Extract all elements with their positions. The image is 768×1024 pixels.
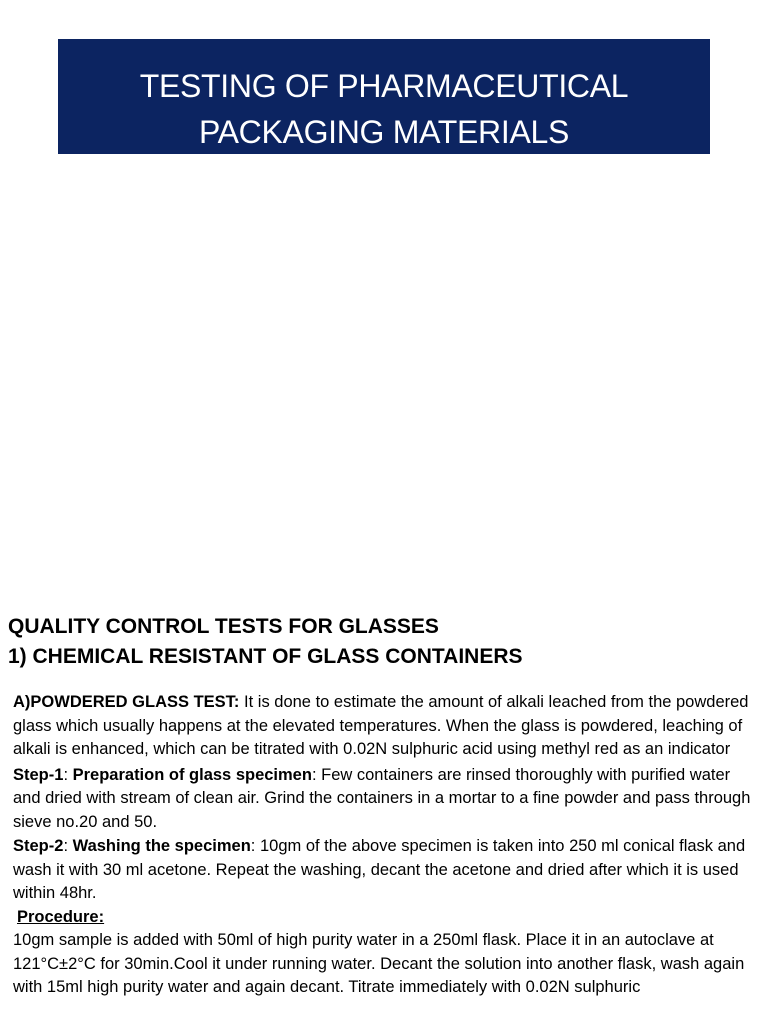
section-heading: QUALITY CONTROL TESTS FOR GLASSES xyxy=(8,615,439,638)
step-2-paragraph xyxy=(8,835,760,906)
step-2-separator: : xyxy=(63,837,73,855)
title-line-1: TESTING OF PHARMACEUTICAL xyxy=(139,68,629,104)
step-1-label: Step-1 xyxy=(13,765,64,784)
step-1-paragraph xyxy=(8,764,760,835)
procedure-heading: Procedure: xyxy=(17,907,105,926)
step-1-title: Preparation of glass specimen xyxy=(72,765,312,784)
step-2-title: Washing the specimen xyxy=(72,837,251,855)
subsection-heading: 1) CHEMICAL RESISTANT OF GLASS CONTAINERS xyxy=(8,645,523,668)
step-1-text: : Few containers are rinsed thoroughly with purified water and dried with stream of clean air. Grind the containers in a mortar to a fine powder and pass through sieve no.20 and 50. xyxy=(13,765,751,831)
powdered-glass-test-label: A)POWDERED GLASS TEST: xyxy=(13,693,240,711)
step-1-separator: : xyxy=(63,765,73,784)
powdered-glass-test-text: It is done to estimate the amount of alkali leached from the powdered glass which usually happens at the elevated temperatures. When the glass is powdered, leaching of alkali is enhanced, which can be titrated with 0.02N sulphuric acid using methyl red as an indicator xyxy=(13,693,749,758)
procedure-paragraph: 10gm sample is added with 50ml of high purity water in a 250ml flask. Place it in an autoclave at 121°C±2°C for 30min.Cool it under running water. Decant the solution into another flask, wash again with 15ml high purity water and again decant. Titrate immediately with 0.02N sulphuric xyxy=(13,931,745,996)
spacer xyxy=(8,672,760,691)
title-line-2: PACKAGING MATERIALS xyxy=(198,114,570,150)
title-banner xyxy=(58,39,710,154)
slide-body xyxy=(8,612,760,1000)
step-2-label: Step-2 xyxy=(13,837,64,855)
step-2-text: : 10gm of the above specimen is taken into 250 ml conical flask and wash it with 30 ml acetone. Repeat the washing, decant the acetone and dried after which it is used within 48hr. xyxy=(13,837,746,902)
powdered-glass-test-paragraph xyxy=(8,691,760,762)
